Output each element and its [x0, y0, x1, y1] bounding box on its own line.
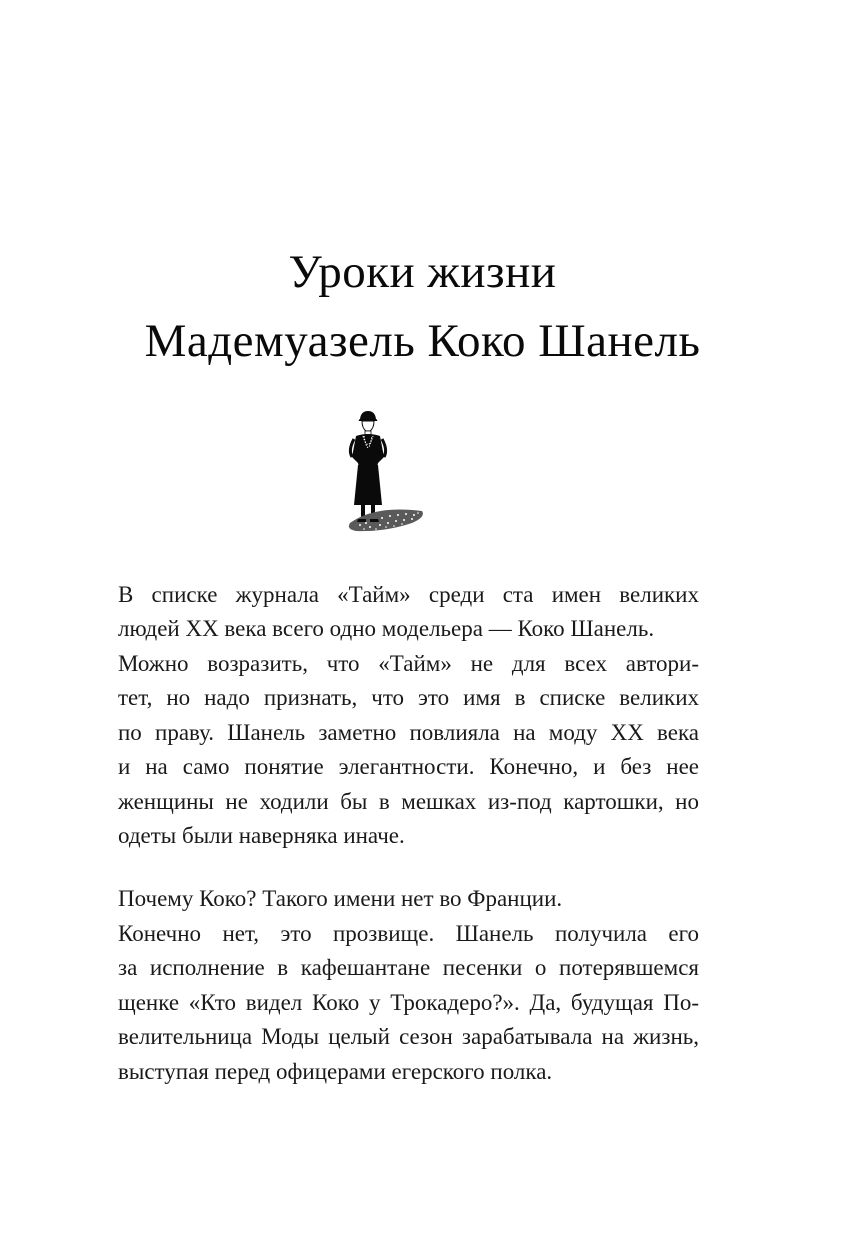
- paragraph-1: [118, 578, 699, 647]
- text-line: велительница Моды целый сезон зарабатывала на жизнь,: [118, 1024, 699, 1050]
- text-line: людей XX века всего одно модельера — Коко Шанель.: [118, 616, 655, 642]
- text-line: по праву. Шанель заметно повлияла на моду XX века: [118, 719, 699, 745]
- text-line: тет, но надо признать, что это имя в списке великих: [118, 685, 699, 711]
- text-line: одеты были наверняка иначе.: [118, 823, 405, 849]
- page-title-line-1: Уроки жизни: [288, 246, 557, 298]
- paragraph-4: [118, 917, 699, 1089]
- text-line: и на само понятие элегантности. Конечно, и без нее: [118, 754, 699, 780]
- text-line: Конечно нет, это прозвище. Шанель получила его: [118, 921, 699, 946]
- text-line: за исполнение в кафешантане песенки о потерявшемся: [118, 955, 699, 981]
- paragraph-2: [118, 647, 699, 853]
- text-line: В списке журнала «Тайм» среди ста имен великих: [118, 582, 699, 607]
- paragraph-3: [118, 882, 699, 916]
- text-line: выступая перед офицерами егерского полка.: [118, 1058, 553, 1084]
- text-line: щенке «Кто видел Коко у Трокадеро?». Да, будущая По-: [118, 989, 699, 1015]
- text-line: Почему Коко? Такого имени нет во Франции.: [118, 886, 563, 911]
- text-line: женщины не ходили бы в мешках из-под картошки, но: [118, 788, 699, 814]
- text-line: Можно возразить, что «Тайм» не для всех автори-: [118, 651, 699, 676]
- coco-chanel-silhouette-icon: [330, 405, 430, 540]
- page-title-line-2: Мадемуазель Коко Шанель: [144, 315, 701, 367]
